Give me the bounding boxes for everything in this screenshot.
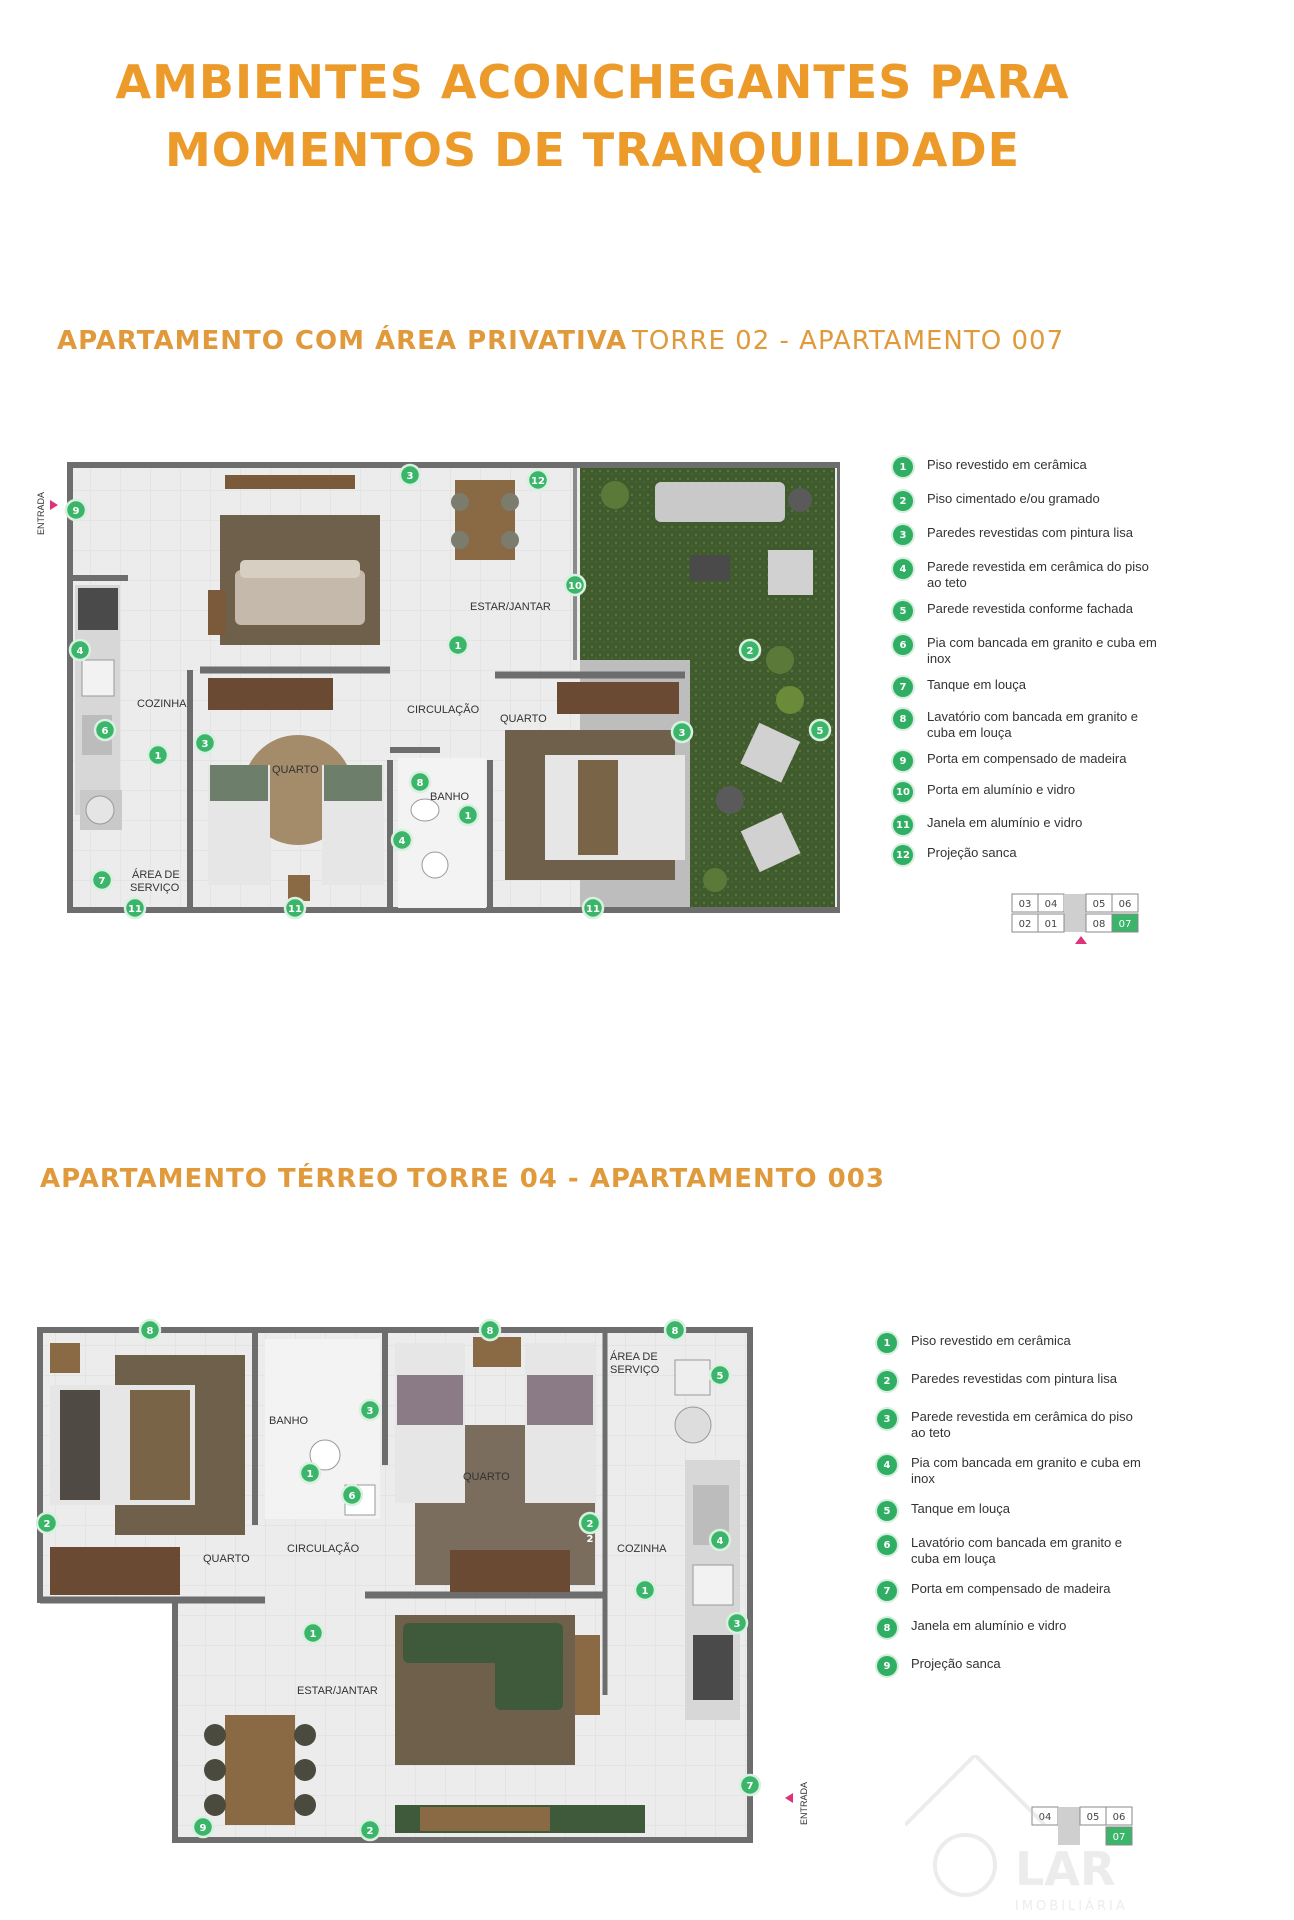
plan1-room-quarto-a: QUARTO [272, 764, 319, 776]
legend-text: Tanque em louça [927, 677, 1027, 692]
svg-text:11: 11 [128, 904, 142, 915]
svg-text:2: 2 [43, 1519, 51, 1530]
plan2-room-quarto-a: QUARTO [203, 1553, 250, 1565]
watermark-sub: IMOBILIÁRIA [1015, 1899, 1128, 1914]
plan1-marker [285, 898, 305, 918]
legend-item [877, 1409, 1141, 1441]
plan1-room-area-servico-2: SERVIÇO [130, 882, 180, 894]
plan1-marker [392, 830, 412, 850]
plan1-marker [458, 805, 478, 825]
plan2-legend [877, 1333, 1177, 1693]
legend-text: Porta em alumínio e vidro [927, 782, 1076, 797]
plan1-marker [740, 640, 760, 660]
headline-line-2: MOMENTOS DE TRANQUILIDADE [164, 123, 1021, 177]
plan2-unit-label: TORRE 04 - APARTAMENTO 003 [407, 1164, 885, 1194]
plan1-marker [148, 745, 168, 765]
svg-text:1: 1 [309, 1629, 317, 1640]
legend-text: Porta em compensado de madeira [927, 751, 1127, 766]
svg-text:05: 05 [1092, 899, 1106, 910]
plan2-marker [580, 1513, 600, 1533]
svg-text:08: 08 [1092, 919, 1106, 930]
legend-number: 3 [877, 1409, 897, 1429]
legend-number: 6 [877, 1535, 897, 1555]
legend-text: Piso revestido em cerâmica [911, 1333, 1071, 1348]
svg-text:3: 3 [406, 471, 414, 482]
legend-text: Lavatório com bancada em granito e cuba em louça [911, 1535, 1123, 1566]
legend-item [877, 1656, 1141, 1676]
svg-text:4: 4 [716, 1536, 724, 1547]
legend-item [893, 815, 1157, 835]
plan2-room-banho: BANHO [269, 1415, 309, 1427]
legend-number: 5 [877, 1501, 897, 1521]
legend-number: 3 [893, 525, 913, 545]
plan1-room-estar: ESTAR/JANTAR [470, 601, 551, 613]
svg-text:3: 3 [366, 1406, 374, 1417]
legend-number: 10 [893, 782, 913, 802]
legend-item [893, 525, 1157, 545]
plan1-key-plan [1010, 890, 1150, 950]
svg-text:04: 04 [1038, 1812, 1052, 1823]
plan1-marker [528, 470, 548, 490]
legend-item [877, 1371, 1141, 1391]
legend-item [893, 782, 1157, 802]
svg-text:03: 03 [1018, 899, 1032, 910]
plan2-marker [193, 1817, 213, 1837]
plan2-marker [140, 1320, 160, 1340]
plan2-marker [342, 1485, 362, 1505]
plan2-marker [587, 1534, 594, 1545]
svg-text:10: 10 [568, 581, 582, 592]
legend-item [877, 1535, 1141, 1567]
svg-text:2: 2 [366, 1826, 374, 1837]
legend-text: Janela em alumínio e vidro [927, 815, 1083, 830]
legend-number: 9 [877, 1656, 897, 1676]
legend-number: 2 [893, 491, 913, 511]
legend-text: Lavatório com bancada em granito e cuba em louça [927, 709, 1139, 740]
legend-item [877, 1455, 1141, 1487]
floor-plan-2 [25, 1315, 825, 1855]
plan1-marker [583, 898, 603, 918]
legend-number: 11 [893, 815, 913, 835]
legend-text: Parede revestida em cerâmica do piso ao teto [911, 1409, 1133, 1440]
plan2-marker [37, 1513, 57, 1533]
svg-text:3: 3 [201, 739, 209, 750]
plan2-marker [727, 1613, 747, 1633]
plan1-room-circulacao: CIRCULAÇÃO [407, 704, 480, 716]
plan2-room-cozinha: COZINHA [617, 1543, 667, 1555]
legend-item [893, 457, 1157, 477]
svg-text:6: 6 [348, 1491, 356, 1502]
plan1-room-cozinha: COZINHA [137, 698, 187, 710]
legend-item [893, 751, 1157, 771]
svg-text:7: 7 [746, 1781, 754, 1792]
plan1-room-area-servico-1: ÁREA DE [132, 869, 180, 881]
svg-text:07: 07 [1118, 919, 1132, 930]
legend-number: 8 [893, 709, 913, 729]
svg-text:06: 06 [1112, 1812, 1126, 1823]
svg-text:5: 5 [716, 1371, 724, 1382]
svg-text:02: 02 [1018, 919, 1032, 930]
svg-text:07: 07 [1112, 1832, 1126, 1843]
plan2-marker [635, 1580, 655, 1600]
legend-number: 12 [893, 845, 913, 865]
svg-text:2: 2 [586, 1534, 594, 1545]
legend-item [877, 1581, 1141, 1601]
plan2-marker [710, 1365, 730, 1385]
svg-text:6: 6 [101, 726, 109, 737]
legend-number: 1 [893, 457, 913, 477]
plan1-room-quarto-b: QUARTO [500, 713, 547, 725]
legend-number: 9 [893, 751, 913, 771]
legend-item [893, 601, 1157, 621]
legend-text: Paredes revestidas com pintura lisa [927, 525, 1133, 540]
svg-text:3: 3 [733, 1619, 741, 1630]
svg-text:9: 9 [199, 1823, 207, 1834]
plan1-marker [95, 720, 115, 740]
legend-number: 5 [893, 601, 913, 621]
svg-text:11: 11 [586, 904, 600, 915]
plan1-marker [66, 500, 86, 520]
watermark-brand: LAR [1015, 1842, 1116, 1896]
plan2-marker [360, 1820, 380, 1840]
legend-text: Pia com bancada em granito e cuba em inox [927, 635, 1157, 666]
svg-text:8: 8 [416, 778, 424, 789]
plan1-marker [810, 720, 830, 740]
plan2-room-area-servico-2: SERVIÇO [610, 1364, 660, 1376]
legend-item [893, 491, 1157, 511]
svg-text:3: 3 [678, 728, 686, 739]
legend-text: Piso revestido em cerâmica [927, 457, 1087, 472]
legend-text: Projeção sanca [911, 1656, 1001, 1671]
plan2-marker [360, 1400, 380, 1420]
plan1-entrada-label: ENTRADA [36, 491, 46, 535]
plan2-room-quarto-b: QUARTO [463, 1471, 510, 1483]
floor-plan-1 [30, 460, 840, 920]
svg-text:2: 2 [586, 1519, 594, 1530]
legend-text: Parede revestida conforme fachada [927, 601, 1133, 616]
plan2-marker [710, 1530, 730, 1550]
svg-text:12: 12 [531, 476, 545, 487]
plan1-marker [672, 722, 692, 742]
plan1-legend [893, 457, 1193, 861]
legend-item [893, 845, 1157, 865]
plan2-marker [300, 1463, 320, 1483]
legend-item [877, 1618, 1141, 1638]
legend-text: Piso cimentado e/ou gramado [927, 491, 1100, 506]
legend-text: Porta em compensado de madeira [911, 1581, 1111, 1596]
plan2-entrada-label: ENTRADA [799, 1781, 809, 1825]
legend-number: 4 [893, 559, 913, 579]
legend-number: 6 [893, 635, 913, 655]
legend-text: Parede revestida em cerâmica do piso ao teto [927, 559, 1149, 590]
svg-text:8: 8 [671, 1326, 679, 1337]
svg-text:06: 06 [1118, 899, 1132, 910]
svg-text:1: 1 [641, 1586, 649, 1597]
svg-text:7: 7 [98, 876, 106, 887]
svg-text:04: 04 [1044, 899, 1058, 910]
svg-text:5: 5 [816, 726, 824, 737]
svg-text:8: 8 [486, 1326, 494, 1337]
svg-text:4: 4 [76, 646, 84, 657]
legend-number: 8 [877, 1618, 897, 1638]
plan1-marker [195, 733, 215, 753]
legend-item [893, 635, 1157, 667]
page-headline [0, 48, 1185, 184]
plan1-type-label: APARTAMENTO COM ÁREA PRIVATIVA [57, 326, 628, 356]
legend-item [877, 1501, 1141, 1521]
legend-text: Janela em alumínio e vidro [911, 1618, 1067, 1633]
plan1-marker [70, 640, 90, 660]
svg-text:1: 1 [464, 811, 472, 822]
legend-item [893, 559, 1157, 591]
legend-number: 1 [877, 1333, 897, 1353]
svg-text:01: 01 [1044, 919, 1058, 930]
plan1-unit-label: TORRE 02 - APARTAMENTO 007 [632, 326, 1065, 356]
plan1-room-banho: BANHO [430, 791, 470, 803]
plan1-marker [410, 772, 430, 792]
plan1-marker [92, 870, 112, 890]
svg-text:1: 1 [154, 751, 162, 762]
watermark-logo [905, 1755, 1225, 1915]
svg-text:05: 05 [1086, 1812, 1100, 1823]
svg-text:8: 8 [146, 1326, 154, 1337]
legend-text: Pia com bancada em granito e cuba em inox [911, 1455, 1141, 1486]
headline-line-1: AMBIENTES ACONCHEGANTES PARA [115, 55, 1070, 109]
svg-text:2: 2 [746, 646, 754, 657]
plan1-marker [448, 635, 468, 655]
plan2-type-label: APARTAMENTO TÉRREO [40, 1164, 400, 1194]
legend-item [877, 1333, 1141, 1353]
svg-text:1: 1 [306, 1469, 314, 1480]
plan1-marker [125, 898, 145, 918]
legend-text: Paredes revestidas com pintura lisa [911, 1371, 1117, 1386]
plan2-room-area-servico-1: ÁREA DE [610, 1351, 658, 1363]
plan2-marker [303, 1623, 323, 1643]
legend-number: 2 [877, 1371, 897, 1391]
svg-text:11: 11 [288, 904, 302, 915]
legend-text: Tanque em louça [911, 1501, 1011, 1516]
plan2-marker [480, 1320, 500, 1340]
legend-number: 4 [877, 1455, 897, 1475]
svg-text:1: 1 [454, 641, 462, 652]
plan2-room-estar: ESTAR/JANTAR [297, 1685, 378, 1697]
plan1-marker [400, 465, 420, 485]
legend-number: 7 [893, 677, 913, 697]
plan1-entrada-arrow [50, 500, 58, 510]
legend-item [893, 709, 1157, 741]
plan1-marker [565, 575, 585, 595]
plan2-marker [665, 1320, 685, 1340]
legend-text: Projeção sanca [927, 845, 1017, 860]
legend-item [893, 677, 1157, 697]
plan2-entrada-arrow [785, 1793, 793, 1803]
legend-number: 7 [877, 1581, 897, 1601]
plan2-room-circulacao: CIRCULAÇÃO [287, 1543, 360, 1555]
plan2-marker [740, 1775, 760, 1795]
svg-text:9: 9 [72, 506, 80, 517]
svg-text:4: 4 [398, 836, 406, 847]
